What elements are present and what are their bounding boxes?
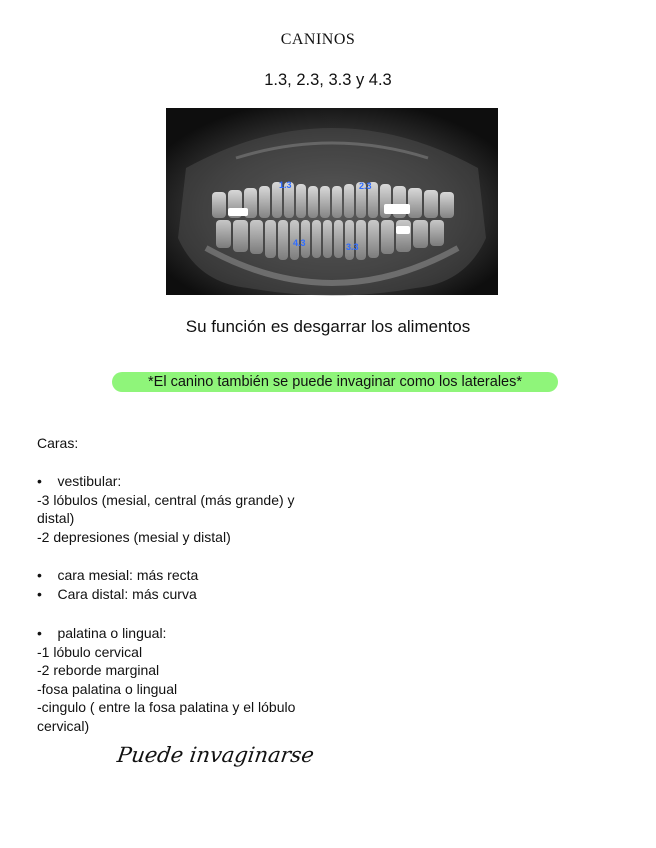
palatina-line: -cingulo ( entre la fosa palatina y el lóbulo [37,699,296,715]
vestibular-line: distal) [37,510,75,526]
distal-bullet: • Cara distal: más curva [37,585,197,602]
xray-label-13: 1.3 [279,180,292,190]
xray-label-23: 2.3 [359,181,372,191]
highlighted-note: *El canino también se puede invaginar como los laterales* [112,372,558,392]
teeth-numbers: 1.3, 2.3, 3.3 y 4.3 [264,71,392,89]
page-title: CANINOS [280,31,356,48]
caras-section [37,434,337,453]
panoramic-xray-image [166,108,498,295]
palatina-line: cervical) [37,717,90,734]
mesial-bullet: • cara mesial: más recta [37,567,199,583]
palatina-line: -1 lóbulo cervical [37,643,143,660]
palatina-bullet: • palatina o lingual: [37,625,167,641]
palatina-section [37,624,337,735]
function-statement: Su función es desgarrar los alimentos [185,317,471,336]
mesial-distal-section [37,566,337,603]
caras-heading: Caras: [37,435,79,451]
palatina-line: -fosa palatina o lingual [37,680,178,697]
xray-label-33: 3.3 [346,242,359,252]
vestibular-line: -3 lóbulos (mesial, central (más grande) y [37,491,295,508]
vestibular-bullet: • vestibular: [37,473,122,489]
vestibular-section [37,472,337,546]
handwritten-note [115,736,316,778]
palatina-line: -2 reborde marginal [37,662,160,678]
svg-text:Puede invaginarse: Puede invaginarse [115,742,316,767]
vestibular-line: -2 depresiones (mesial y distal) [37,528,231,545]
xray-label-43: 4.3 [293,238,306,248]
